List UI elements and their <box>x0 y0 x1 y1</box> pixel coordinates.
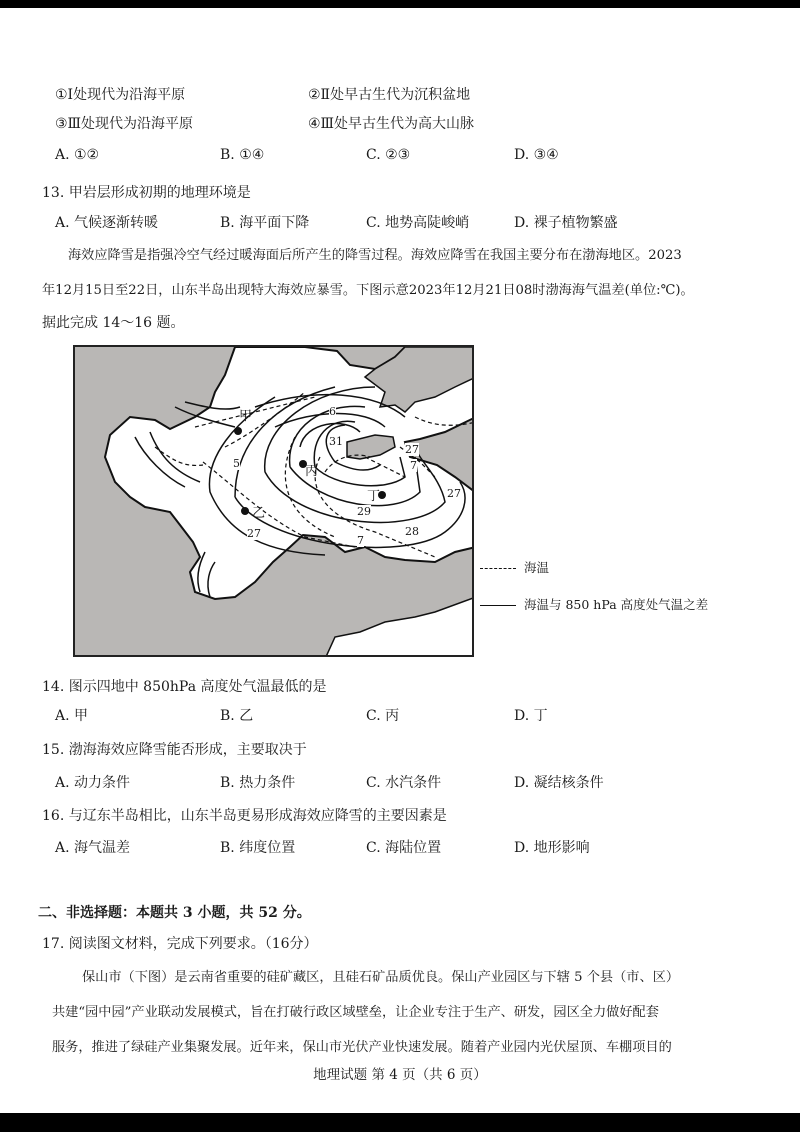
q16-stem: 16. 与辽东半岛相比，山东半岛更易形成海效应降雪的主要因素是 <box>42 808 447 824</box>
legend-label-temp-diff: 海温与 850 hPa 高度处气温之差 <box>524 597 709 612</box>
contour-label: 5 <box>233 457 240 470</box>
q15-choice-c: C. 水汽条件 <box>366 775 442 791</box>
q14-stem: 14. 图示四地中 850hPa 高度处气温最低的是 <box>42 679 327 695</box>
contour-label: 7 <box>357 534 364 547</box>
section-2-heading: 二、非选择题：本题共 3 小题，共 52 分。 <box>38 905 311 921</box>
q13-choice-a: A. 气候逐渐转暖 <box>55 215 159 231</box>
q15-stem: 15. 渤海海效应降雪能否形成，主要取决于 <box>42 742 307 758</box>
q12-statement-2: ②Ⅱ处早古生代为沉积盆地 <box>308 87 471 103</box>
q14-choice-b: B. 乙 <box>220 708 254 724</box>
q14-choice-c: C. 丙 <box>366 708 400 724</box>
point-label-jia: 甲 <box>239 409 253 424</box>
dashed-line-swatch <box>480 568 516 569</box>
legend-item-solid <box>480 595 708 613</box>
material-line-2: 年12月15日至22日，山东半岛出现特大海效应暴雪。下图示意2023年12月21日08时渤海海气温差(单位:℃)。 <box>42 283 694 298</box>
point-label-ding: 丁 <box>367 489 381 504</box>
point-label-bing: 丙 <box>305 464 319 479</box>
contour-label: 27 <box>247 527 261 540</box>
contour-label: 27 <box>405 443 419 456</box>
legend-label-sea-temp: 海温 <box>524 560 550 575</box>
q13-choice-d: D. 裸子植物繁盛 <box>514 215 618 231</box>
q12-statement-3: ③Ⅲ处现代为沿海平原 <box>55 116 194 132</box>
solid-line-swatch <box>480 605 516 606</box>
material-line-1: 海效应降雪是指强冷空气经过暖海面后所产生的降雪过程。海效应降雪在我国主要分布在渤海地区。2023 <box>68 248 682 263</box>
q12-choice-c: C. ②③ <box>366 147 411 163</box>
legend-item-dashed <box>480 558 549 576</box>
q15-choice-b: B. 热力条件 <box>220 775 296 791</box>
q16-choice-a: A. 海气温差 <box>55 840 131 856</box>
scan-top-edge <box>0 0 800 8</box>
q12-statement-4: ④Ⅲ处早古生代为高大山脉 <box>308 116 475 132</box>
q14-choice-d: D. 丁 <box>514 708 548 724</box>
q14-choice-a: A. 甲 <box>55 708 89 724</box>
q17-material-line-2: 共建“园中园”产业联动发展模式，旨在打破行政区域壁垒，让企业专注于生产、研发，园区全力做好配套 <box>52 1005 659 1020</box>
q13-stem: 13. 甲岩层形成初期的地理环境是 <box>42 185 251 201</box>
q16-choice-b: B. 纬度位置 <box>220 840 296 856</box>
contour-label: 31 <box>329 435 343 448</box>
material-line-3: 据此完成 14～16 题。 <box>42 315 185 331</box>
contour-label: 7 <box>410 459 417 472</box>
q12-choice-d: D. ③④ <box>514 147 559 163</box>
q12-choice-a: A. ①② <box>55 147 100 163</box>
contour-label: 29 <box>357 505 371 518</box>
contour-label: 28 <box>405 525 419 538</box>
map-drawing <box>75 347 474 657</box>
q16-choice-c: C. 海陆位置 <box>366 840 442 856</box>
q12-choice-b: B. ①④ <box>220 147 265 163</box>
page-footer: 地理试题 第 4 页（共 6 页） <box>313 1067 487 1083</box>
q17-stem: 17. 阅读图文材料，完成下列要求。（16分） <box>42 936 318 952</box>
q17-material-line-1: 保山市（下图）是云南省重要的硅矿藏区，且硅石矿品质优良。保山产业园区与下辖 5 个县（市、区） <box>82 970 680 985</box>
point-label-yi: 乙 <box>252 506 266 521</box>
q12-statement-1: ①Ⅰ处现代为沿海平原 <box>55 87 186 103</box>
scan-bottom-edge <box>0 1113 800 1132</box>
q13-choice-c: C. 地势高陡峻峭 <box>366 215 470 231</box>
q17-material-line-3: 服务，推进了绿硅产业集聚发展。近年来，保山市光伏产业快速发展。随着产业园内光伏屋顶、车棚项目的 <box>52 1040 672 1055</box>
contour-label: 6 <box>329 405 336 418</box>
q15-choice-a: A. 动力条件 <box>55 775 131 791</box>
contour-label: 27 <box>447 487 461 500</box>
q15-choice-d: D. 凝结核条件 <box>514 775 604 791</box>
q13-choice-b: B. 海平面下降 <box>220 215 310 231</box>
bohai-sea-air-temp-diff-map <box>73 345 474 657</box>
q16-choice-d: D. 地形影响 <box>514 840 590 856</box>
